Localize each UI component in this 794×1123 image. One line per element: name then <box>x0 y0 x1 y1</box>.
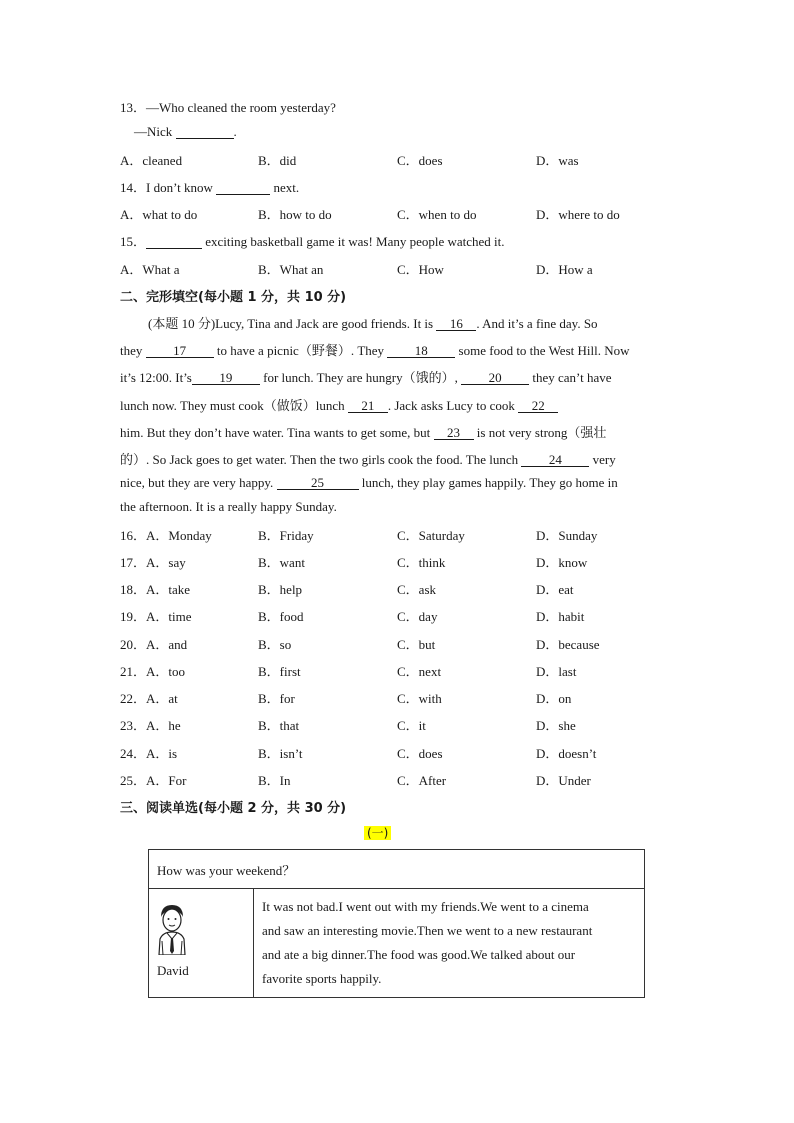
option-a[interactable]: A．What a <box>120 262 180 277</box>
option-b[interactable]: B．What an <box>258 262 324 277</box>
option-d[interactable]: D．doesn’t <box>536 746 597 761</box>
passage-text: lunch now. They must cook（做饭）lunch <box>120 398 345 413</box>
option-a[interactable]: 22．A．at <box>120 691 178 706</box>
passage-text: they can’t have <box>532 370 612 385</box>
passage-text: . Jack asks Lucy to cook <box>387 398 515 413</box>
option-d[interactable]: D．Sunday <box>536 528 598 543</box>
option-c[interactable]: C．does <box>397 153 443 168</box>
option-b[interactable]: B．Friday <box>258 528 314 543</box>
option-d[interactable]: D．because <box>536 637 600 652</box>
option-c[interactable]: C．but <box>397 637 436 652</box>
answer-line: and ate a big dinner.The food was good.We talked about our <box>262 947 576 962</box>
option-b[interactable]: B．In <box>258 773 291 788</box>
option-b[interactable]: B．food <box>258 609 304 624</box>
blank-23[interactable]: 23 <box>434 426 474 440</box>
option-d[interactable]: D．Under <box>536 773 591 788</box>
passage-text: (本题 10 分)Lucy, Tina and Jack are good friends. It is <box>148 316 434 331</box>
option-c[interactable]: C．when to do <box>397 207 477 222</box>
option-c[interactable]: C．Saturday <box>397 528 465 543</box>
option-d[interactable]: D．where to do <box>536 207 620 222</box>
blank-16[interactable]: 16 <box>436 317 476 331</box>
section-2-heading: 二、完形填空(每小题 1 分，共 10 分) <box>120 290 347 305</box>
table-question: How was your weekend？ <box>149 850 645 889</box>
option-a[interactable]: 16．A．Monday <box>120 528 212 543</box>
option-d[interactable]: D．know <box>536 555 588 570</box>
option-d[interactable]: D．she <box>536 718 576 733</box>
option-d[interactable]: D．habit <box>536 609 585 624</box>
option-a[interactable]: 17．A．say <box>120 555 186 570</box>
part-label <box>364 824 391 841</box>
passage-text: him. But they don’t have water. Tina wants to get some, but <box>120 425 431 440</box>
blank-25[interactable]: 25 <box>277 476 359 490</box>
option-c[interactable]: C．ask <box>397 582 437 597</box>
option-c[interactable]: C．next <box>397 664 442 679</box>
option-b[interactable]: B．that <box>258 718 300 733</box>
passage-text: . And it’s a fine day. So <box>476 316 598 331</box>
question-15-suffix: exciting basketball game it was! Many people watched it. <box>205 234 505 249</box>
boy-avatar-icon <box>155 903 189 955</box>
option-a[interactable]: 18．A．take <box>120 582 191 597</box>
option-b[interactable]: B．first <box>258 664 301 679</box>
passage-line <box>120 367 665 386</box>
passage-text: very <box>592 452 616 467</box>
blank-18[interactable]: 18 <box>387 344 455 358</box>
passage-line <box>120 475 665 491</box>
option-d[interactable]: D．on <box>536 691 572 706</box>
question-13-suffix: . <box>233 124 237 139</box>
option-c[interactable]: C．day <box>397 609 438 624</box>
blank-21[interactable]: 21 <box>348 399 388 413</box>
passage-text: nice, but they are very happy. <box>120 475 274 490</box>
answer-blank[interactable] <box>176 125 234 139</box>
option-b[interactable]: B．want <box>258 555 305 570</box>
passage-text: to have a picnic（野餐）. They <box>216 343 385 358</box>
question-13-prefix: —Nick <box>134 124 173 139</box>
passage-text: 的）. So Jack goes to get water. Then the two girls cook the food. The lunch <box>120 452 519 467</box>
person-name: David <box>157 963 189 978</box>
option-d[interactable]: D．eat <box>536 582 574 597</box>
answer-cell <box>254 889 645 998</box>
passage-text: they <box>120 343 143 358</box>
passage-text: it’s 12:00. It’s <box>120 370 192 385</box>
answer-line: It was not bad.I went out with my friends.We went to a cinema <box>262 899 589 914</box>
option-a[interactable]: 25．A．For <box>120 773 187 788</box>
option-c[interactable]: C．How <box>397 262 444 277</box>
question-14-prefix: 14．I don’t know <box>120 180 213 195</box>
reading-table <box>148 849 645 998</box>
option-c[interactable]: C．think <box>397 555 446 570</box>
option-a[interactable]: 20．A．and <box>120 637 188 652</box>
blank-24[interactable]: 24 <box>521 453 589 467</box>
option-b[interactable]: B．for <box>258 691 295 706</box>
question-15-stem <box>120 231 505 250</box>
blank-20[interactable]: 20 <box>461 371 529 385</box>
passage-line: the afternoon. It is a really happy Sunday. <box>120 499 337 514</box>
blank-22[interactable]: 22 <box>518 399 558 413</box>
option-c[interactable]: C．After <box>397 773 447 788</box>
answer-line: and saw an interesting movie.Then we went to a new restaurant <box>262 923 593 938</box>
passage-text: some food to the West Hill. Now <box>458 343 630 358</box>
option-d[interactable]: D．was <box>536 153 579 168</box>
answer-line: favorite sports happily. <box>262 971 382 986</box>
option-a[interactable]: 21．A．too <box>120 664 186 679</box>
passage-line <box>120 340 665 359</box>
passage-line <box>148 313 693 332</box>
option-d[interactable]: D．last <box>536 664 577 679</box>
passage-text: for lunch. They are hungry（饿的）, <box>263 370 458 385</box>
option-b[interactable]: B．help <box>258 582 303 597</box>
question-15-prefix: 15． <box>120 234 147 249</box>
option-a[interactable]: 24．A．is <box>120 746 178 761</box>
passage-line <box>120 449 665 468</box>
part-label-text: (一) <box>364 826 391 840</box>
option-a[interactable]: A．what to do <box>120 207 198 222</box>
option-c[interactable]: C．with <box>397 691 442 706</box>
option-b[interactable]: B．how to do <box>258 207 332 222</box>
option-d[interactable]: D．How a <box>536 262 593 277</box>
option-b[interactable]: B．isn’t <box>258 746 303 761</box>
avatar <box>155 903 247 959</box>
option-a[interactable]: A．cleaned <box>120 153 183 168</box>
passage-text: lunch, they play games happily. They go home in <box>361 475 618 490</box>
passage-line <box>120 422 665 441</box>
option-a[interactable]: 19．A．time <box>120 609 192 624</box>
person-cell <box>149 889 254 998</box>
option-a[interactable]: 23．A．he <box>120 718 181 733</box>
question-13-line2 <box>134 124 237 140</box>
option-c[interactable]: C．it <box>397 718 426 733</box>
passage-line <box>120 395 665 414</box>
option-b[interactable]: B．did <box>258 153 297 168</box>
blank-17[interactable]: 17 <box>146 344 214 358</box>
section-3-heading: 三、阅读单选(每小题 2 分，共 30 分) <box>120 801 347 816</box>
question-14-suffix: next. <box>273 180 300 195</box>
answer-blank[interactable] <box>216 181 270 195</box>
option-c[interactable]: C．does <box>397 746 443 761</box>
answer-blank[interactable] <box>146 235 202 249</box>
question-14-stem <box>120 177 299 196</box>
question-13-stem: 13．—Who cleaned the room yesterday? <box>120 100 336 115</box>
blank-19[interactable]: 19 <box>192 371 260 385</box>
passage-text: is not very strong（强壮 <box>476 425 607 440</box>
option-b[interactable]: B．so <box>258 637 292 652</box>
